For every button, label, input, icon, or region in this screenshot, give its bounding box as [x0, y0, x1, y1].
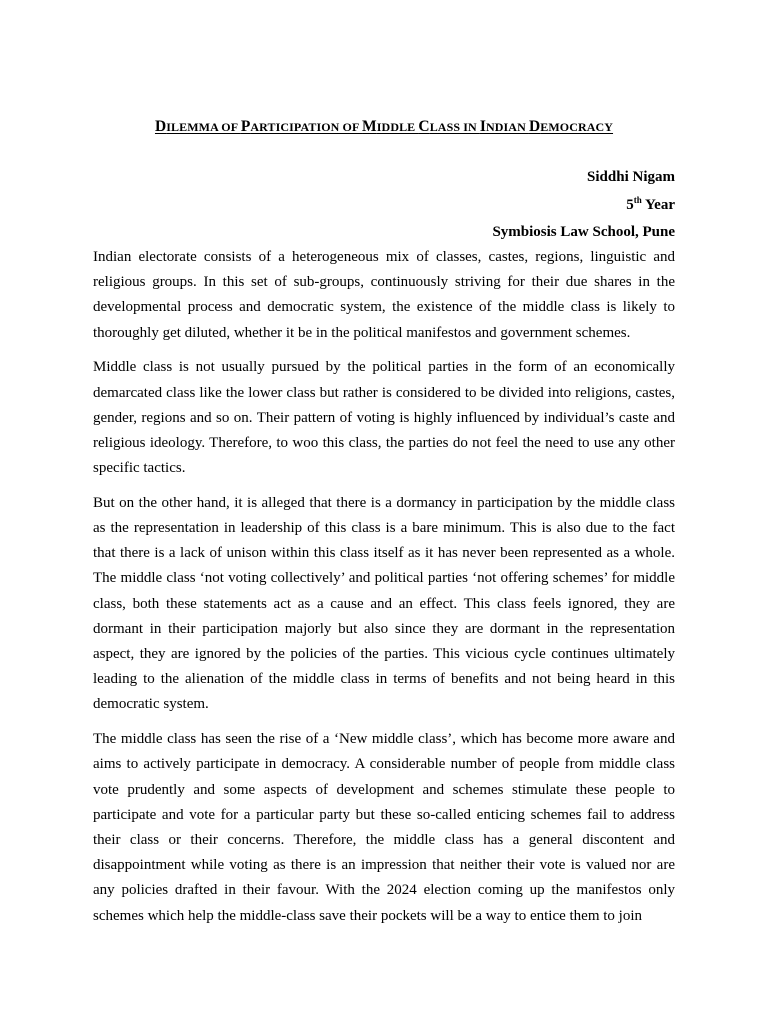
year-word: Year: [645, 196, 675, 213]
title-word: DILEMMA OF: [154, 118, 241, 135]
year-suffix: th: [633, 194, 642, 205]
body-paragraph: But on the other hand, it is alleged that there is a dormancy in participation by the middle class as the representation in leadership of this class is a bare minimum. This is also due to the fact that there is a lack of unison within this class itself as it has never been represented as a whole. The middle class ‘not voting collectively’ and political parties ‘not offering schemes’ for middle class, both these statements act as a cause and an effect. This class feels ignored, they are dormant in their participation majorly but also since they are dormant in the representation aspect, they are ignored by the policies of the parties. This vicious cycle continues ultimately leading to the alienation of the middle class in terms of benefits and not being heard in this democratic system.: [93, 494, 675, 713]
body-paragraph: The middle class has seen the rise of a ‘New middle class’, which has become more aware and aims to actively participate in democracy. A considerable number of people from middle class vote prudently and some aspects of development and schemes stimulate these people to participate and vote for a particular party but these so-called enticing schemes fail to address their class or their concerns. Therefore, the middle class has a general discontent and disappointment while voting as there is an impression that neither their vote is valued nor are any policies drafted in their favour. With the 2024 election coming up the manifestos only schemes which help the middle-class save their pockets will be a way to entice them to join: [93, 731, 675, 924]
title-word: MIDDLE: [362, 118, 419, 135]
year-number: 5: [626, 196, 634, 213]
document-title: [93, 117, 675, 137]
title-word: CLASS IN: [418, 118, 480, 135]
document-body: [93, 245, 675, 938]
title-word: INDIAN: [479, 118, 529, 135]
title-word: DEMOCRACY: [528, 118, 614, 135]
author-block: [492, 164, 675, 247]
title-word: PARTICIPATION OF: [240, 118, 363, 135]
body-paragraph: Indian electorate consists of a heterogeneous mix of classes, castes, regions, linguistic and religious groups. In this set of sub-groups, continuously striving for their due shares in the developmental process and democratic system, the existence of the middle class is likely to thoroughly get diluted, whether it be in the political manifestos and government schemes.: [93, 249, 675, 341]
author-year: [492, 192, 675, 220]
author-institution: Symbiosis Law School, Pune: [492, 224, 675, 240]
body-paragraph: Middle class is not usually pursued by the political parties in the form of an economically demarcated class like the lower class but rather is considered to be divided into religions, castes, gender, regions and so on. Their pattern of voting is highly influenced by individual’s caste and religious ideology. Therefore, to woo this class, the parties do not feel the need to use any other specific tactics.: [93, 359, 675, 477]
author-name: Siddhi Nigam: [587, 169, 675, 185]
